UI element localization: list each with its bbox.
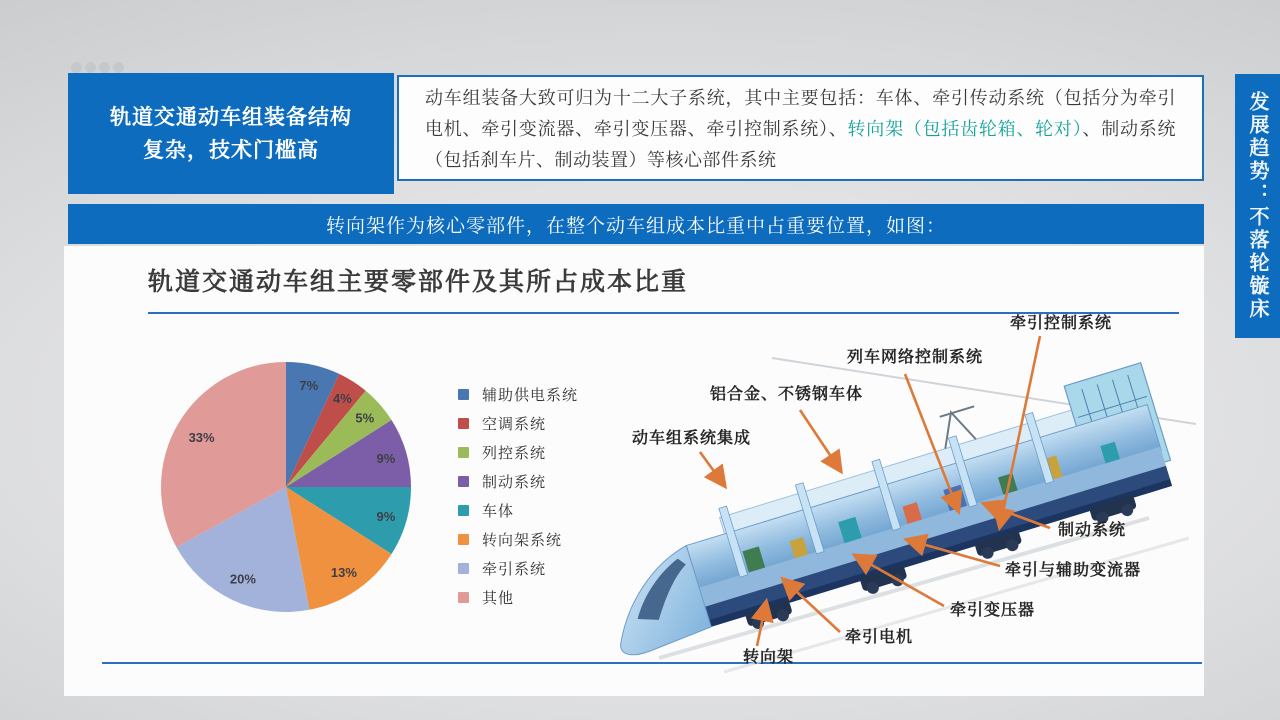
legend-label: 辅助供电系统 (482, 388, 579, 404)
cost-share-pie-chart (141, 342, 431, 632)
legend-swatch (458, 563, 469, 574)
progress-dot (85, 62, 96, 73)
legend-swatch (458, 418, 469, 429)
legend-swatch (458, 389, 469, 400)
callout-system-integration: 动车组系统集成 (632, 430, 752, 447)
legend-item (458, 471, 578, 492)
callout-transformer: 牵引变压器 (950, 602, 1036, 619)
slide-title-line1: 轨道交通动车组装备结构 (110, 105, 352, 129)
legend-label: 制动系统 (482, 475, 547, 491)
legend-label: 空调系统 (482, 417, 547, 433)
intro-text: 、制动系统（包括刹车片、制动装置）等核心部件系统 (425, 119, 1177, 170)
sidebar-tab (1235, 74, 1280, 338)
pie-slice-label: 9% (376, 509, 396, 524)
callout-brake-system: 制动系统 (1058, 522, 1127, 539)
pie-slice-label: 5% (355, 410, 375, 426)
legend-item (458, 413, 578, 434)
progress-dots (71, 62, 124, 73)
legend-item (458, 587, 578, 608)
pie-slice-label: 7% (299, 378, 319, 393)
progress-dot (99, 62, 110, 73)
intro-paragraph (397, 75, 1204, 181)
banner (68, 204, 1204, 244)
legend-label: 转向架系统 (482, 533, 563, 549)
sidebar-text: 发展趋势：不落轮镟床 (1246, 91, 1268, 321)
legend-label: 其他 (482, 591, 515, 607)
callout-bogie: 转向架 (743, 649, 795, 666)
pie-slice-label: 9% (376, 451, 396, 466)
pie-slice-label: 33% (188, 430, 215, 446)
legend-label: 列控系统 (482, 446, 547, 462)
callout-traction-motor: 牵引电机 (845, 629, 914, 646)
legend-label: 牵引系统 (482, 562, 547, 578)
slide-title-line2: 复杂，技术门槛高 (143, 138, 319, 162)
legend-item (458, 384, 578, 405)
callout-converter: 牵引与辅助变流器 (1005, 562, 1142, 579)
legend-swatch (458, 534, 469, 545)
progress-dot (113, 62, 124, 73)
legend-item (458, 558, 578, 579)
callout-network-control: 列车网络控制系统 (847, 349, 984, 366)
chart-title: 轨道交通动车组主要零部件及其所占成本比重 (148, 269, 689, 296)
pie-slice-label: 4% (333, 391, 352, 407)
pie-slice-label: 13% (330, 565, 357, 581)
intro-text: 动车组装备大致可归为十二大子系统，其中主要包括：车体、牵引传动系统（包括分为牵引电机、牵引变流器、牵引变压器、牵引控制系统）、 (425, 88, 1176, 139)
chart-panel (64, 246, 1204, 696)
intro-highlight-text: 转向架（包括齿轮箱、轮对） (847, 119, 1083, 139)
legend-swatch (458, 476, 469, 487)
progress-dot (71, 62, 82, 73)
slide-title-box (68, 73, 394, 194)
banner-text: 转向架作为核心零部件，在整个动车组成本比重中占重要位置，如图： (325, 215, 946, 237)
legend-swatch (458, 505, 469, 516)
legend-label: 车体 (482, 504, 515, 520)
pie-legend (458, 384, 578, 608)
legend-swatch (458, 447, 469, 458)
pie-slice-label: 20% (229, 571, 256, 587)
legend-swatch (458, 592, 469, 603)
callout-traction-control: 牵引控制系统 (1010, 315, 1113, 332)
legend-item (458, 500, 578, 521)
legend-item (458, 442, 578, 463)
callout-carbody: 铝合金、不锈钢车体 (710, 386, 864, 403)
legend-item (458, 529, 578, 550)
